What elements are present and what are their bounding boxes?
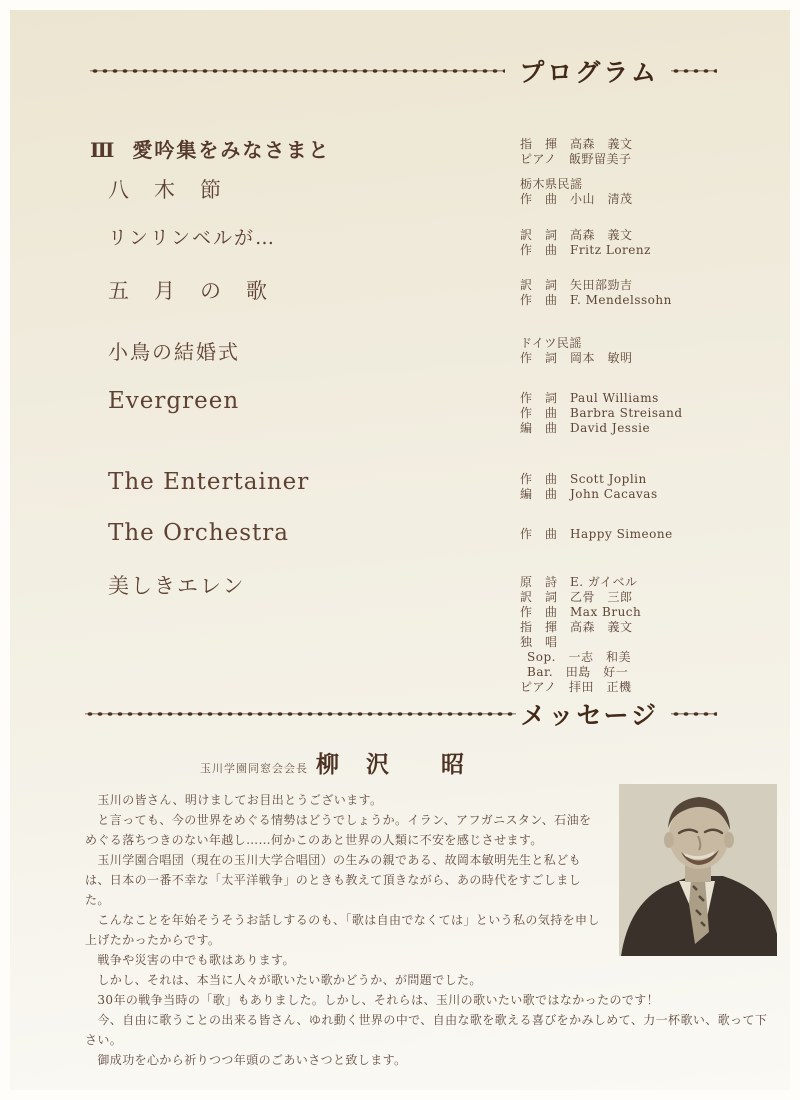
message-header-rule [85,698,717,730]
piece-title: リンリンベルが… [108,227,277,249]
credit-line: 指 揮 高森 義文 [520,137,633,151]
chain-ornament-icon [90,66,505,76]
message-author [200,746,466,779]
author-name: 柳 沢 昭 [316,751,466,778]
chain-ornament-icon [85,709,516,719]
program-header-rule [90,55,717,87]
piece-credits [520,575,641,695]
credit-line: 作 曲 Max Bruch [520,605,642,619]
credit-line: 原 詩 E. ガイベル [520,575,638,589]
message-paragraph: しかし、それは、本当に人々が歌いたい歌かどうか、が問題でした。 [85,973,482,987]
credit-line: 作 曲 Fritz Lorenz [520,243,651,257]
credit-line: 訳 詞 乙骨 三郎 [520,590,633,604]
portrait-photo [619,784,777,956]
message-paragraph: こんなことを年始そうそうお話しするのも、「歌は自由でなくては」という私の気持を申し上げたかったからです。 [85,913,600,947]
piece-title: 美しきエレン [108,574,246,598]
piece-title: 八 木 節 [108,178,223,202]
piece-credits [520,527,673,542]
message-paragraph: 玉川の皆さん、明けましてお目出とうございます。 [85,793,383,807]
piece-credits [520,391,683,436]
program-header-label: プログラム [519,58,659,87]
message-paragraph: 御成功を心から祈りつつ年頭のごあいさつと致します。 [85,1053,407,1067]
piece-credits [520,228,651,258]
credit-line: 作 曲 Happy Simeone [520,527,673,541]
piece-title: 五 月 の 歌 [108,279,269,303]
credit-line: 作 曲 小山 清茂 [520,192,633,206]
message-body [85,790,777,1070]
credit-line: ドイツ民謡 [520,336,582,350]
credit-line: 作 詞 Paul Williams [520,391,659,405]
credit-line: 編 曲 John Cacavas [520,487,658,501]
credit-line: ピアノ 飯野留美子 [520,152,632,166]
message-paragraph: 戦争や災害の中でも歌はあります。 [85,953,295,967]
section-heading [90,134,330,163]
message-paragraph: 玉川学園合唱団（現在の玉川大学合唱団）の生みの親である、故岡本敏明先生と私どもは、日本の一番不幸な「太平洋戦争」のときも教えて頂きながら、あの時代をすごしました。 [85,853,582,907]
message-paragraph: 今、自由に歌うことの出来る皆さん、ゆれ動く世界の中で、自由な歌を歌える喜びをかみしめて、力一杯歌い、歌って下さい。 [85,1013,768,1047]
credit-line: Sop. 一志 和美 [527,650,631,664]
credit-line: 栃木県民謡 [520,177,583,191]
piece-credits [520,472,658,502]
section-title: 愛吟集をみなさまと [132,138,331,162]
piece-credits [520,177,633,207]
section-number: Ⅲ [90,138,117,162]
portrait-illustration [619,784,777,956]
credit-line: 作 詞 岡本 敏明 [520,351,633,365]
credit-line: 作 曲 Scott Joplin [520,472,647,486]
program-page [10,10,790,1090]
chain-ornament-icon [671,66,717,76]
message-paragraph: 30年の戦争当時の「歌」もありました。しかし、それらは、玉川の歌いたい歌ではなかったのです！ [85,993,660,1007]
credit-line: 作 曲 F. Mendelssohn [520,293,672,307]
author-title: 玉川学園同窓会会長 [200,762,308,775]
credit-line: 編 曲 David Jessie [520,421,651,435]
credit-line: 訳 詞 高森 義文 [520,228,633,242]
message-paragraph: と言っても、今の世界をめぐる情勢はどうでしょうか。イラン、アフガニスタン、石油をめぐる落ちつきのない年越し……何かこのあと世界の人類に不安を感じさせます。 [85,813,592,847]
piece-credits [520,278,672,308]
piece-title: Evergreen [108,388,240,414]
piece-title: 小鳥の結婚式 [108,340,240,364]
message-header-label: メッセージ [520,701,659,730]
credit-line: 独 唱 [520,635,558,649]
credit-line: ピアノ 拝田 正機 [520,680,632,694]
piece-credits [520,336,633,366]
credit-line: 指 揮 高森 義文 [520,620,633,634]
credit-line: Bar. 田島 好一 [527,665,629,679]
section-credits [520,137,633,167]
credit-line: 作 曲 Barbra Streisand [520,406,683,420]
chain-ornament-icon [671,709,717,719]
credit-line: 訳 詞 矢田部勁吉 [520,278,633,292]
piece-title: The Orchestra [108,520,289,546]
piece-title: The Entertainer [108,469,310,495]
